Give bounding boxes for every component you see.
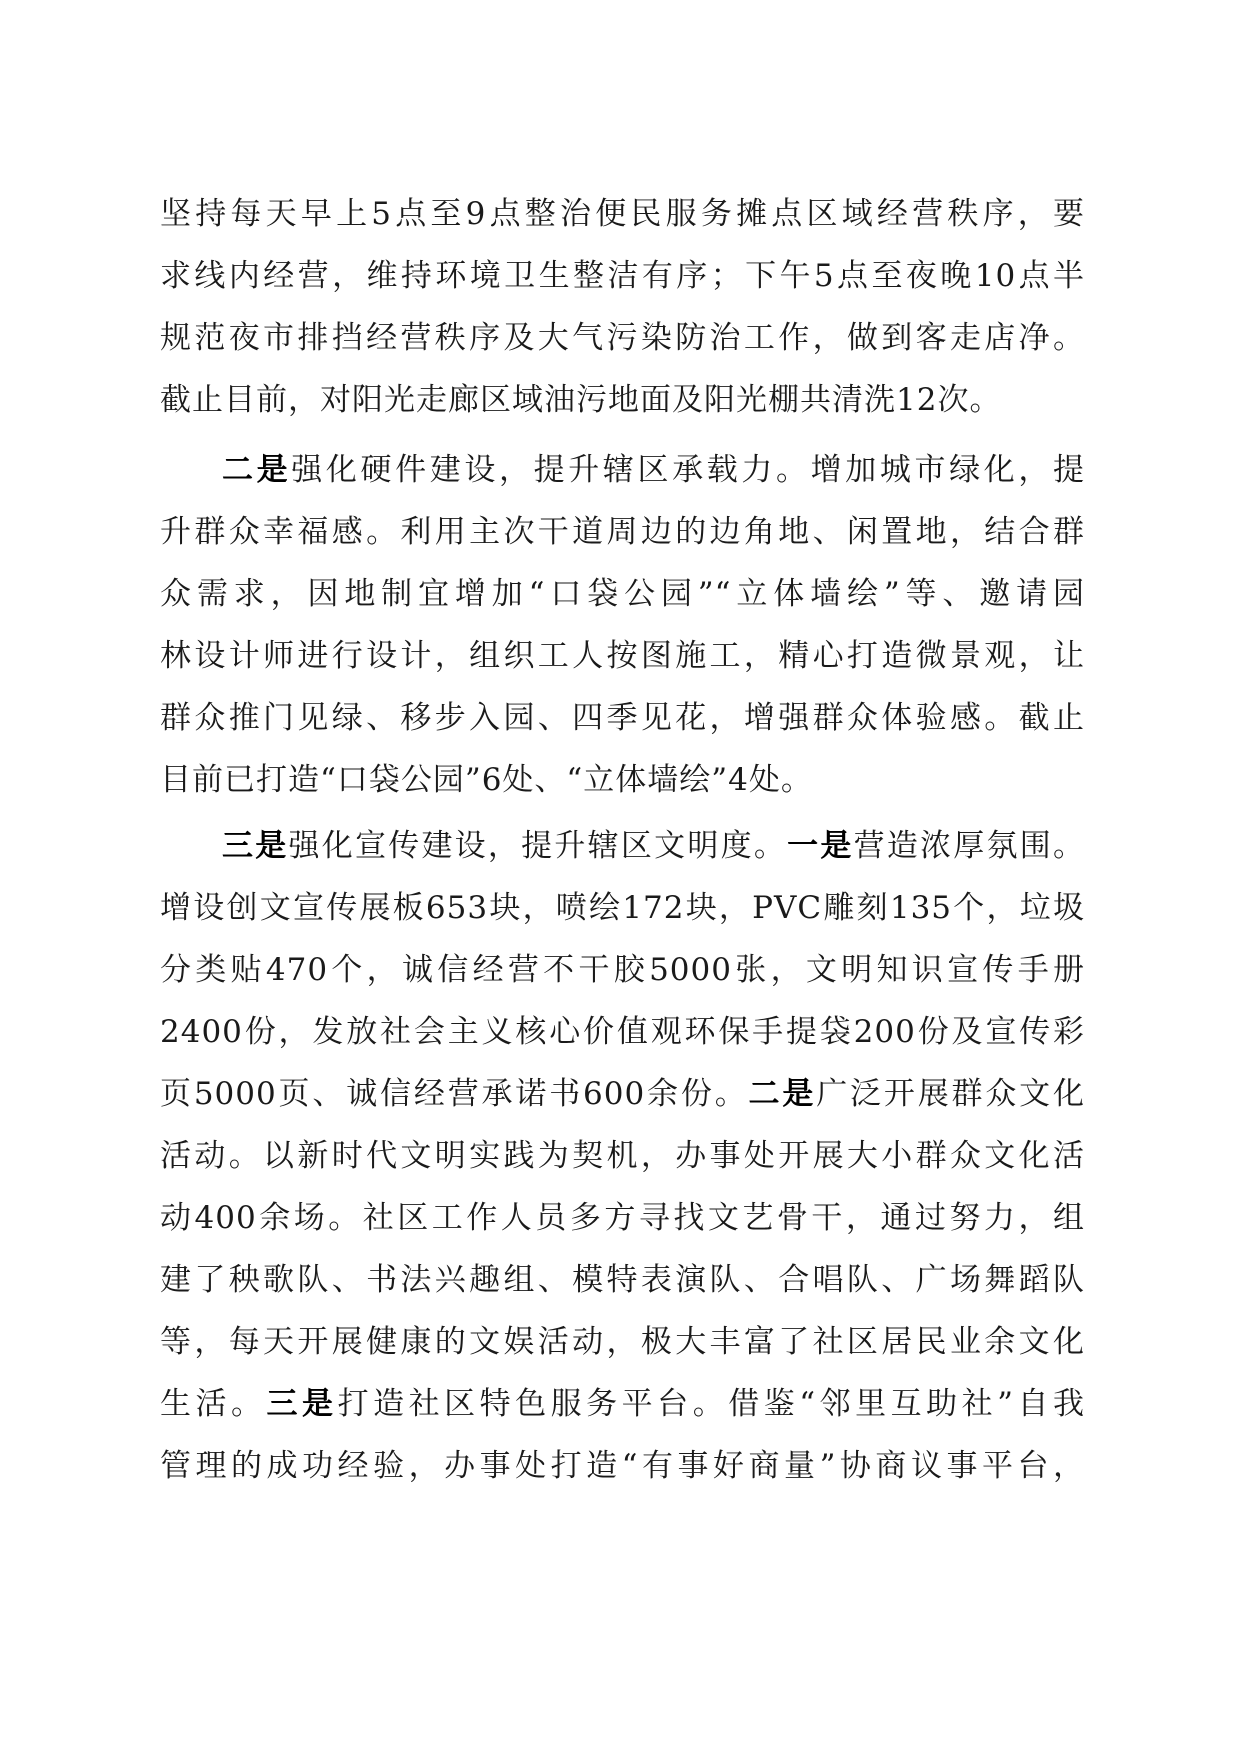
bold-lead-text: 二是 — [222, 452, 292, 488]
text-line: 建了秧歌队、书法兴趣组、模特表演队、合唱队、广场舞蹈队 — [160, 1262, 1085, 1298]
text-line: 截止目前，对阳光走廊区域油污地面及阳光棚共清洗12次。 — [160, 382, 1002, 418]
bold-lead-text: 二是 — [748, 1076, 817, 1112]
text-line: 管理的成功经验，办事处打造“有事好商量”协商议事平台， — [160, 1448, 1085, 1484]
bold-lead-text: 一是 — [787, 828, 854, 864]
text-line: 增设创文宣传展板653块，喷绘172块，PVC雕刻135个，垃圾 — [160, 890, 1085, 926]
text-line: 升群众幸福感。利用主次干道周边的边角地、闲置地，结合群 — [160, 514, 1085, 550]
text-line: 分类贴470个，诚信经营不干胶5000张，文明知识宣传手册 — [160, 952, 1085, 988]
text-line: 坚持每天早上5点至9点整治便民服务摊点区域经营秩序，要 — [160, 196, 1085, 232]
text-line: 目前已打造“口袋公园”6处、“立体墙绘”4处。 — [160, 762, 813, 798]
bold-lead-text: 三是 — [266, 1386, 338, 1422]
text-line: 规范夜市排挡经营秩序及大气污染防治工作，做到客走店净。 — [160, 320, 1085, 356]
text-line: 求线内经营，维持环境卫生整洁有序；下午5点至夜晚10点半 — [160, 258, 1085, 294]
bold-lead-text: 三是 — [222, 828, 289, 864]
text-line: 等，每天开展健康的文娱活动，极大丰富了社区居民业余文化 — [160, 1324, 1085, 1360]
text-line: 动400余场。社区工作人员多方寻找文艺骨干，通过努力，组 — [160, 1200, 1085, 1236]
text-line: 生活。三是打造社区特色服务平台。借鉴“邻里互助社”自我 — [160, 1386, 1086, 1422]
paragraph-start-line: 三是强化宣传建设，提升辖区文明度。一是营造浓厚氛围。 — [222, 828, 1086, 864]
paragraph-start-line: 二是强化硬件建设，提升辖区承载力。增加城市绿化，提 — [222, 452, 1085, 488]
text-line: 2400份，发放社会主义核心价值观环保手提袋200份及宣传彩 — [160, 1014, 1085, 1050]
text-line: 页5000页、诚信经营承诺书600余份。二是广泛开展群众文化 — [160, 1076, 1086, 1112]
text-line: 活动。以新时代文明实践为契机，办事处开展大小群众文化活 — [160, 1138, 1085, 1174]
text-line: 众需求，因地制宜增加“口袋公园”“立体墙绘”等、邀请园 — [160, 576, 1085, 612]
text-line: 林设计师进行设计，组织工人按图施工，精心打造微景观，让 — [160, 638, 1085, 674]
text-line: 群众推门见绿、移步入园、四季见花，增强群众体验感。截止 — [160, 700, 1085, 736]
